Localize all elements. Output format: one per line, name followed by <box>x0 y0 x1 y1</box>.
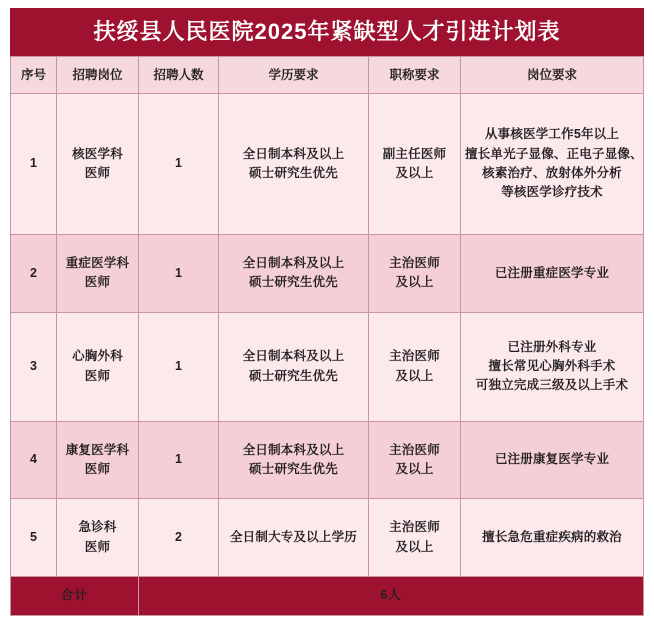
table-row <box>11 499 644 577</box>
cell-title-requirement: 主治医师 及以上 <box>369 499 461 577</box>
cell-education: 全日制本科及以上 硕士研究生优先 <box>219 94 369 235</box>
cell-job-requirements: 已注册重症医学专业 <box>461 234 644 312</box>
cell-index: 4 <box>11 421 57 499</box>
cell-title-requirement: 主治医师 及以上 <box>369 312 461 421</box>
cell-count: 1 <box>139 421 219 499</box>
cell-education: 全日制本科及以上 硕士研究生优先 <box>219 312 369 421</box>
table-row <box>11 234 644 312</box>
cell-position: 康复医学科 医师 <box>57 421 139 499</box>
recruitment-plan-table <box>10 56 644 616</box>
cell-position: 重症医学科 医师 <box>57 234 139 312</box>
cell-index: 1 <box>11 94 57 235</box>
table-row <box>11 94 644 235</box>
cell-index: 2 <box>11 234 57 312</box>
table-row <box>11 312 644 421</box>
cell-education: 全日制大专及以上学历 <box>219 499 369 577</box>
cell-position: 核医学科 医师 <box>57 94 139 235</box>
cell-position: 心胸外科 医师 <box>57 312 139 421</box>
cell-count: 1 <box>139 312 219 421</box>
table-header <box>11 57 644 94</box>
column-header-education: 学历要求 <box>219 57 369 94</box>
total-value: 6人 <box>139 577 644 616</box>
cell-index: 3 <box>11 312 57 421</box>
column-header-title: 职称要求 <box>369 57 461 94</box>
cell-count: 1 <box>139 234 219 312</box>
cell-position: 急诊科 医师 <box>57 499 139 577</box>
cell-job-requirements: 已注册康复医学专业 <box>461 421 644 499</box>
cell-count: 2 <box>139 499 219 577</box>
table-header-row <box>11 57 644 94</box>
table-row <box>11 421 644 499</box>
cell-title-requirement: 主治医师 及以上 <box>369 234 461 312</box>
total-label: 合计 <box>11 577 139 616</box>
cell-job-requirements: 已注册外科专业 擅长常见心胸外科手术 可独立完成三级及以上手术 <box>461 312 644 421</box>
cell-count: 1 <box>139 94 219 235</box>
cell-title-requirement: 主治医师 及以上 <box>369 421 461 499</box>
cell-job-requirements: 擅长急危重症疾病的救治 <box>461 499 644 577</box>
column-header-count: 招聘人数 <box>139 57 219 94</box>
cell-job-requirements: 从事核医学工作5年以上 擅长单光子显像、正电子显像、 核素治疗、放射体外分析 等核医学诊疗技术 <box>461 94 644 235</box>
table-footer <box>11 577 644 616</box>
cell-title-requirement: 副主任医师 及以上 <box>369 94 461 235</box>
column-header-position: 招聘岗位 <box>57 57 139 94</box>
total-row <box>11 577 644 616</box>
cell-education: 全日制本科及以上 硕士研究生优先 <box>219 421 369 499</box>
cell-education: 全日制本科及以上 硕士研究生优先 <box>219 234 369 312</box>
cell-index: 5 <box>11 499 57 577</box>
page-title: 扶绥县人民医院2025年紧缺型人才引进计划表 <box>10 8 644 56</box>
column-header-requirements: 岗位要求 <box>461 57 644 94</box>
column-header-index: 序号 <box>11 57 57 94</box>
table-body <box>11 94 644 577</box>
